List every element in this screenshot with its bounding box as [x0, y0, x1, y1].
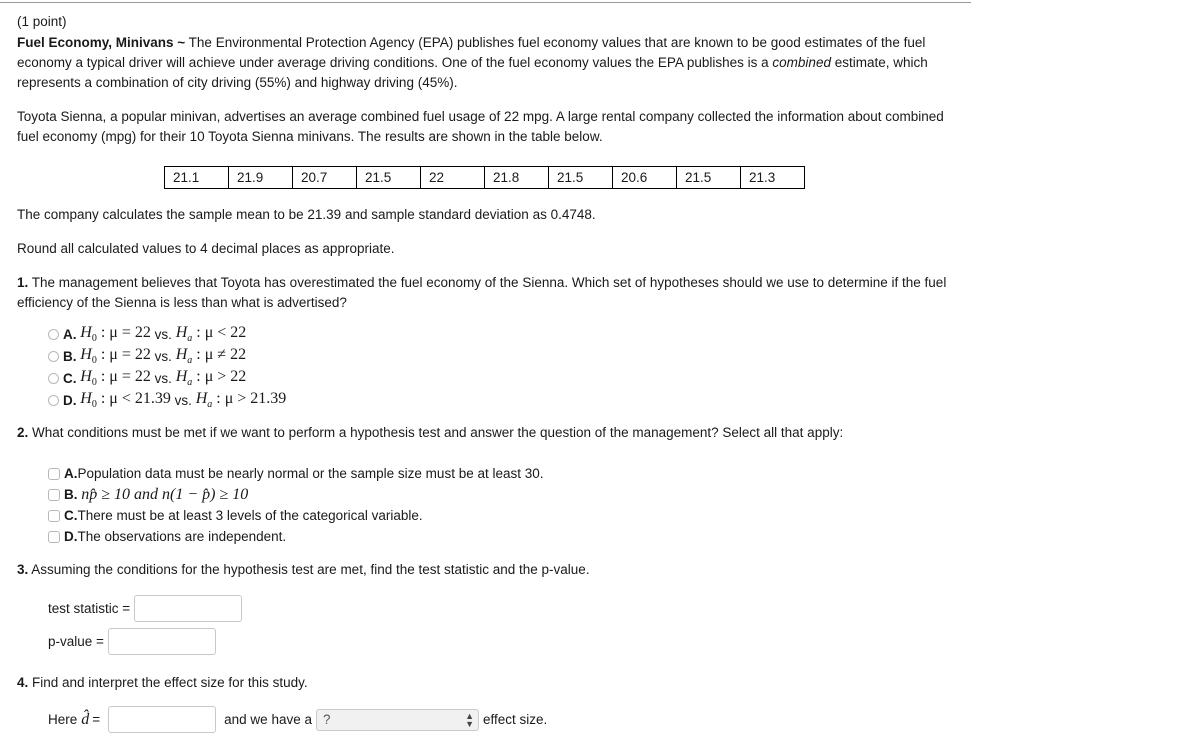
alternative-expression: $H_a$ : μ < 22: [175, 323, 247, 345]
vs-text: vs.: [174, 392, 192, 408]
test-statistic-input[interactable]: [134, 595, 242, 622]
rounding-instruction: Round all calculated values to 4 decimal places as appropriate.: [17, 241, 395, 256]
null-hypothesis: μ < 21.39: [109, 389, 171, 407]
select-arrows-icon: ▲ ▼: [465, 710, 474, 729]
radio-button[interactable]: [48, 329, 59, 340]
option-b[interactable]: [48, 345, 967, 367]
alternative-expression: $H_a$ : μ > 21.39: [195, 389, 287, 411]
points-label: (1 point): [17, 14, 67, 29]
table-cell: 21.5: [357, 167, 421, 189]
question-1: [17, 273, 967, 313]
option-a[interactable]: [48, 323, 967, 345]
intro-text: The Environmental Protection Agency (EPA) publishes fuel economy values that are known to be good estimates of the fuel economy a typical driver will achieve under average driving conditions. One of the fuel economy values the EPA publishes is a: [17, 35, 926, 70]
checkbox[interactable]: [48, 468, 60, 480]
intro-paragraph: [17, 33, 967, 93]
condition-b[interactable]: [48, 484, 967, 505]
here-label: Here: [48, 712, 78, 727]
d-hat-symbol: d̂: [81, 710, 90, 728]
table-row: [165, 167, 805, 189]
top-divider: [0, 2, 971, 3]
question-2: [17, 423, 967, 443]
alternative-expression: $H_a$ : μ ≠ 22: [175, 345, 247, 367]
question-number: 1.: [17, 275, 29, 290]
option-text: Population data must be nearly normal or the sample size must be at least 30.: [77, 466, 544, 481]
table-cell: 20.6: [613, 167, 677, 189]
condition-a[interactable]: [48, 463, 967, 484]
option-letter: D.: [64, 529, 78, 544]
question-text: What conditions must be met if we want to perform a hypothesis test and answer the question of the management? Select all that apply:: [28, 425, 844, 440]
question-text: The management believes that Toyota has overestimated the fuel economy of the Sienna. Which set of hypotheses should we use to determine if the fuel efficiency of the Sienna is less than what is advertised?: [17, 275, 947, 310]
null-hypothesis: μ = 22: [109, 345, 151, 363]
checkbox[interactable]: [48, 489, 60, 501]
and-label: and we have a: [224, 712, 312, 727]
vs-text: vs.: [154, 348, 172, 364]
p-value-input[interactable]: [108, 628, 216, 655]
condition-options: [48, 463, 967, 547]
question-3: [17, 560, 967, 580]
test-statistic-row: [48, 595, 967, 622]
checkbox[interactable]: [48, 531, 60, 543]
radio-button[interactable]: [48, 351, 59, 362]
hypothesis-expression: $H_0$ : μ = 22: [80, 323, 151, 345]
table-cell: 21.5: [549, 167, 613, 189]
table-cell: 20.7: [293, 167, 357, 189]
option-letter: B.: [64, 487, 78, 502]
problem-content: [17, 12, 967, 733]
hypothesis-options: [48, 323, 967, 411]
question-number: 2.: [17, 425, 29, 440]
option-letter: C.: [63, 370, 77, 386]
effect-size-input[interactable]: [108, 706, 216, 733]
alternative-hypothesis: μ ≠ 22: [204, 345, 247, 363]
question-number: 3.: [17, 562, 29, 577]
table-cell: 21.8: [485, 167, 549, 189]
intro-text-end: estimate, which represents a combination of city driving (55%) and highway driving (45%).: [17, 55, 928, 90]
option-text: np̂ ≥ 10 and n(1 − p̂) ≥ 10: [81, 485, 249, 503]
option-letter: B.: [63, 348, 77, 364]
intro-emphasis: combined: [772, 55, 831, 70]
radio-button[interactable]: [48, 395, 59, 406]
data-table: [164, 166, 805, 189]
alternative-expression: $H_a$ : μ > 22: [175, 367, 247, 389]
option-letter: D.: [63, 392, 77, 408]
vs-text: vs.: [154, 370, 172, 386]
table-cell: 22: [421, 167, 485, 189]
option-text: There must be at least 3 levels of the categorical variable.: [77, 508, 423, 523]
alternative-hypothesis: μ > 21.39: [224, 389, 287, 407]
table-cell: 21.9: [229, 167, 293, 189]
radio-button[interactable]: [48, 373, 59, 384]
option-text: The observations are independent.: [77, 529, 287, 544]
problem-title: Fuel Economy, Minivans ~: [17, 35, 186, 50]
alternative-hypothesis: μ > 22: [204, 367, 247, 385]
hypothesis-expression: $H_0$ : μ = 22: [80, 345, 151, 367]
question-text: Assuming the conditions for the hypothesis test are met, find the test statistic and the p-value.: [28, 562, 590, 577]
table-cell: 21.5: [677, 167, 741, 189]
condition-c[interactable]: [48, 505, 967, 526]
vs-text: vs.: [154, 326, 172, 342]
equals-sign: =: [92, 712, 101, 727]
null-hypothesis: μ = 22: [109, 323, 151, 341]
condition-d[interactable]: [48, 526, 967, 547]
option-letter: A.: [63, 326, 77, 342]
test-statistic-label: test statistic =: [48, 601, 131, 616]
checkbox[interactable]: [48, 510, 60, 522]
summary-text: The company calculates the sample mean to be 21.39 and sample standard deviation as 0.4748.: [17, 207, 596, 222]
option-d[interactable]: [48, 389, 967, 411]
table-cell: 21.1: [165, 167, 229, 189]
alternative-hypothesis: μ < 22: [204, 323, 247, 341]
select-value: ?: [322, 712, 331, 727]
null-hypothesis: μ = 22: [109, 367, 151, 385]
question-4: [17, 673, 967, 693]
effect-size-row: [48, 706, 967, 733]
hypothesis-expression: $H_0$ : μ = 22: [80, 367, 151, 389]
option-letter: C.: [64, 508, 78, 523]
effect-label: effect size.: [482, 712, 548, 727]
option-letter: A.: [64, 466, 78, 481]
p-value-row: [48, 628, 967, 655]
p-value-label: p-value =: [48, 634, 104, 649]
option-c[interactable]: [48, 367, 967, 389]
context-paragraph: Toyota Sienna, a popular minivan, advertises an average combined fuel usage of 22 mpg. A large rental company collected the information about combined fuel economy (mpg) for their 10 Toyota Sienna minivans. The results are shown in the table below.: [17, 109, 944, 144]
question-text: Find and interpret the effect size for this study.: [28, 675, 308, 690]
table-cell: 21.3: [741, 167, 805, 189]
effect-size-select[interactable]: [316, 709, 479, 731]
hypothesis-expression: $H_0$ : μ < 21.39: [80, 389, 171, 411]
question-number: 4.: [17, 675, 29, 690]
